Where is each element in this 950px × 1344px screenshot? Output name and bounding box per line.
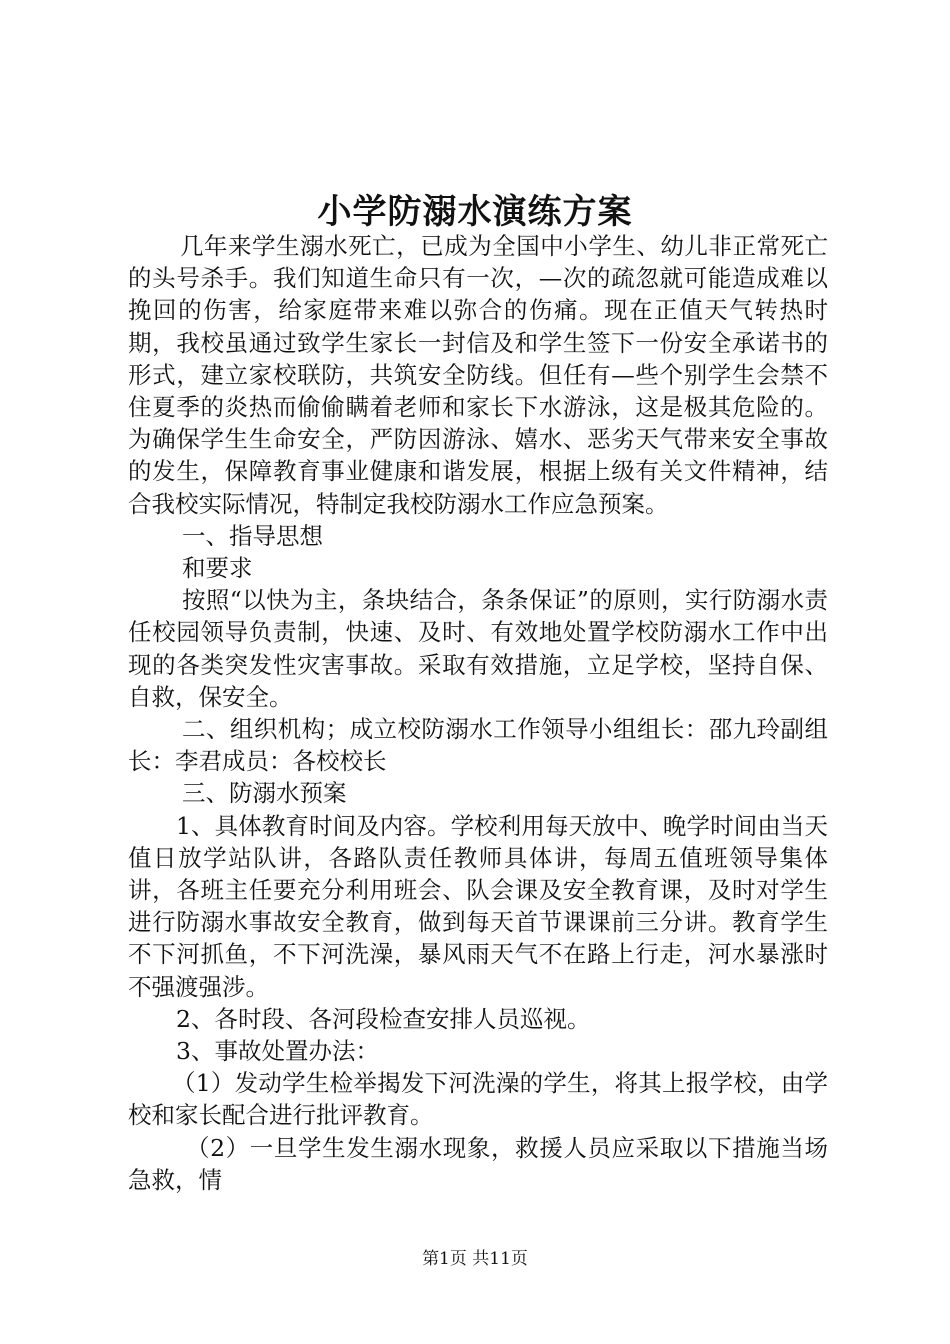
section-heading-requirements: 和要求 [182,554,253,583]
document-body [128,230,828,1196]
plan-item-3: 3、事故处置办法： [176,1037,379,1066]
plan-subitem-1: （1）发动学生检举揭发下河洗澡的学生，将其上报学校，由学校和家长配合进行批评教育。 [128,1069,828,1130]
organization-paragraph: 二、组织机构；成立校防溺水工作领导小组组长：邵九玲副组长：李君成员：各校校长 [128,715,828,776]
plan-item-1: 1、具体教育时间及内容。学校利用每天放中、晚学时间由当天值日放学站队讲，各路队责任教师具体讲，每周五值班领导集体讲，各班主任要充分利用班会、队会课及安全教育课，及时对学生进行防溺水事故安全教育，做到每天首节课课前三分讲。教育学生不下河抓鱼，不下河洗澡，暴风雨天气不在路上行走，河水暴涨时不强渡强涉。 [128,811,828,1001]
intro-paragraph: 几年来学生溺水死亡，已成为全国中小学生、幼儿非正常死亡的头号杀手。我们知道生命只有一次，—次的疏忽就可能造成难以挽回的伤害，给家庭带来难以弥合的伤痛。现在正值天气转热时期，我校虽通过致学生家长一封信及和学生签下一份安全承诺书的形式，建立家校联防，共筑安全防线。但任有—些个别学生会禁不住夏季的炎热而偷偷瞒着老师和家长下水游泳，这是极其危险的。为确保学生生命安全，严防因游泳、嬉水、恶劣天气带来安全事故的发生，保障教育事业健康和谐发展，根据上级有关文件精神，结合我校实际情况，特制定我校防溺水工作应急预案。 [128,232,828,518]
document-title: 小学防溺水演练方案 [317,192,633,232]
section-heading-guiding-ideology: 一、指导思想 [182,521,323,550]
plan-subitem-2: （2）一旦学生发生溺水现象，救援人员应采取以下措施当场急救，情 [128,1133,828,1194]
plan-item-2: 2、各时段、各河段检查安排人员巡视。 [176,1004,591,1033]
principle-paragraph: 按照“以快为主，条块结合，条条保证”的原则，实行防溺水责任校园领导负责制，快速、及时、有效地处置学校防溺水工作中出现的各类突发性灾害事故。采取有效措施，立足学校，坚持自保、自救，保安全。 [128,586,828,711]
section-heading-plan: 三、防溺水预案 [182,779,347,808]
page-footer: 第1页 共11页 [422,1249,528,1269]
